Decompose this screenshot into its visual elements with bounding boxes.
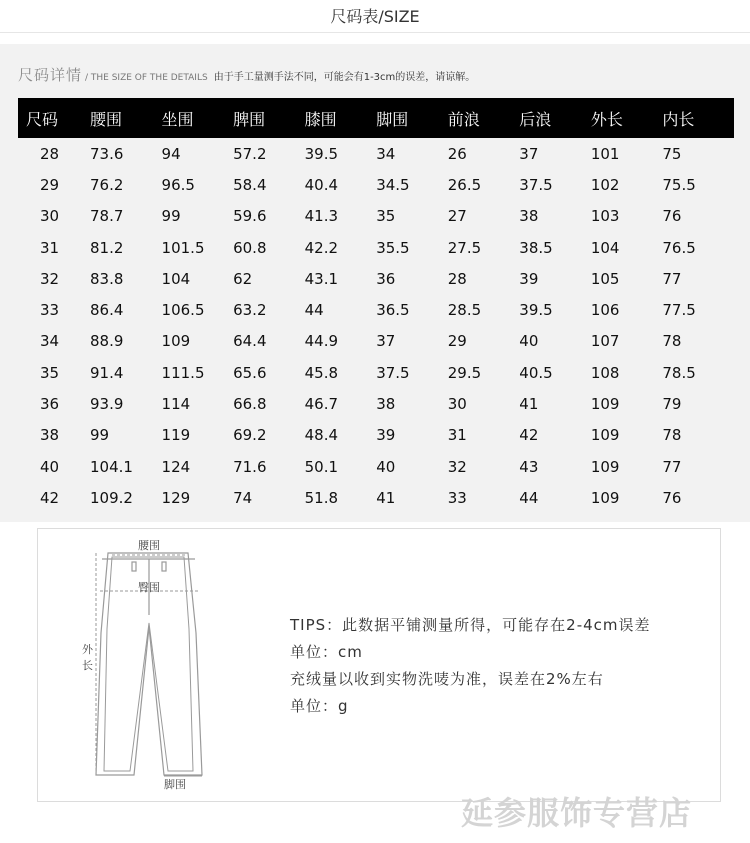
column-header: 膝围 [305, 98, 377, 138]
column-header: 坐围 [162, 98, 234, 138]
table-cell: 34 [40, 332, 60, 351]
table-row [18, 326, 734, 357]
hem-label: 脚围 [164, 778, 186, 791]
table-row [18, 169, 734, 200]
table-cell: 78.7 [90, 207, 124, 226]
table-cell: 38 [376, 395, 396, 414]
table-cell: 76.2 [90, 175, 124, 194]
table-cell: 48.4 [304, 426, 339, 445]
table-cell: 75 [662, 144, 682, 163]
table-cell: 109 [590, 488, 620, 507]
table-cell: 76.5 [662, 238, 696, 257]
table-cell: 34 [376, 144, 396, 163]
table-cell: 35.5 [376, 238, 410, 257]
table-row [18, 138, 734, 169]
table-cell: 32 [447, 457, 467, 476]
table-cell: 40.4 [304, 175, 339, 194]
table-row [18, 420, 734, 451]
table-cell: 31 [447, 426, 467, 445]
table-body [18, 138, 734, 514]
column-header: 脾围 [233, 98, 305, 138]
table-cell: 96.5 [161, 175, 195, 194]
table-cell: 76 [662, 207, 682, 226]
table-cell: 119 [161, 426, 191, 445]
details-heading [18, 64, 475, 85]
table-cell: 35 [376, 207, 396, 226]
table-cell: 39.5 [519, 301, 553, 320]
table-cell: 30 [447, 395, 467, 414]
column-header: 脚围 [376, 98, 448, 138]
table-cell: 109.2 [90, 488, 133, 507]
table-cell: 79 [662, 395, 682, 414]
table-cell: 99 [161, 207, 181, 226]
table-cell: 103 [590, 207, 620, 226]
table-cell: 91.4 [90, 363, 124, 382]
table-cell: 63.2 [233, 301, 267, 320]
table-cell: 78.5 [662, 363, 696, 382]
table-cell: 71.6 [233, 457, 267, 476]
table-cell: 109 [590, 395, 620, 414]
table-cell: 69.2 [233, 426, 267, 445]
table-cell: 27 [447, 207, 467, 226]
table-cell: 83.8 [90, 269, 124, 288]
table-cell: 108 [590, 363, 620, 382]
tips-unit-cm: 单位：cm [290, 643, 363, 661]
table-cell: 36.5 [376, 301, 410, 320]
waist-label: 腰围 [138, 539, 160, 552]
table-cell: 32 [40, 269, 60, 288]
table-cell: 76 [662, 488, 682, 507]
outseam-label-1: 外 [82, 643, 93, 656]
column-header: 后浪 [519, 98, 591, 138]
table-row [18, 451, 734, 482]
table-cell: 41.3 [304, 207, 339, 226]
table-cell: 39 [519, 269, 539, 288]
table-cell: 39.5 [304, 144, 339, 163]
table-cell: 86.4 [90, 301, 124, 320]
table-cell: 77 [662, 457, 682, 476]
table-row [18, 482, 734, 513]
table-cell: 101 [590, 144, 620, 163]
details-heading-en: / THE SIZE OF THE DETAILS [85, 73, 208, 83]
table-row [18, 294, 734, 325]
table-cell: 40 [519, 332, 539, 351]
table-cell: 66.8 [233, 395, 267, 414]
table-cell: 42 [40, 488, 60, 507]
table-cell: 62 [233, 269, 253, 288]
column-header: 腰围 [90, 98, 162, 138]
table-cell: 44.9 [304, 332, 339, 351]
size-table [18, 98, 734, 514]
table-cell: 40 [40, 457, 60, 476]
outseam-label-2: 长 [82, 659, 93, 672]
table-row [18, 388, 734, 419]
table-cell: 65.6 [233, 363, 267, 382]
table-cell: 78 [662, 426, 682, 445]
table-cell: 75.5 [662, 175, 696, 194]
table-row [18, 357, 734, 388]
table-cell: 73.6 [90, 144, 124, 163]
table-row [18, 201, 734, 232]
table-cell: 41 [519, 395, 539, 414]
table-cell: 43 [519, 457, 539, 476]
column-header: 内长 [662, 98, 734, 138]
table-cell: 124 [161, 457, 191, 476]
table-cell: 104 [161, 269, 191, 288]
table-cell: 64.4 [233, 332, 267, 351]
table-cell: 109 [161, 332, 191, 351]
table-cell: 37 [376, 332, 396, 351]
table-cell: 40.5 [519, 363, 553, 382]
table-cell: 35 [40, 363, 60, 382]
table-cell: 28.5 [447, 301, 482, 320]
table-cell: 102 [590, 175, 620, 194]
table-cell: 109 [590, 457, 620, 476]
table-cell: 28 [447, 269, 467, 288]
table-cell: 38 [40, 426, 60, 445]
table-cell: 38 [519, 207, 539, 226]
table-cell: 107 [590, 332, 620, 351]
table-cell: 37.5 [376, 363, 410, 382]
page-title: 尺码表/SIZE [330, 7, 420, 26]
table-cell: 58.4 [233, 175, 267, 194]
table-cell: 36 [376, 269, 396, 288]
table-cell: 57.2 [233, 144, 267, 163]
table-header-row [18, 98, 734, 138]
table-cell: 106.5 [161, 301, 205, 320]
table-cell: 99 [90, 426, 110, 445]
table-cell: 104.1 [90, 457, 133, 476]
table-cell: 44 [519, 488, 539, 507]
table-cell: 29 [447, 332, 467, 351]
column-header: 外长 [591, 98, 663, 138]
table-cell: 39 [376, 426, 396, 445]
table-cell: 111.5 [161, 363, 205, 382]
table-cell: 26.5 [447, 175, 482, 194]
table-cell: 37.5 [519, 175, 553, 194]
table-cell: 28 [40, 144, 60, 163]
table-cell: 78 [662, 332, 682, 351]
table-cell: 51.8 [304, 488, 339, 507]
column-header: 尺码 [18, 98, 90, 138]
table-cell: 101.5 [161, 238, 205, 257]
table-cell: 43.1 [304, 269, 339, 288]
column-header: 前浪 [448, 98, 520, 138]
table-cell: 104 [590, 238, 620, 257]
table-cell: 40 [376, 457, 396, 476]
table-cell: 114 [161, 395, 191, 414]
table-cell: 106 [590, 301, 620, 320]
tips-line: 充绒量以收到实物洗唛为准，误差在2%左右 [290, 670, 604, 688]
table-cell: 105 [590, 269, 620, 288]
tips-line: TIPS：此数据平铺测量所得，可能存在2-4cm误差 [290, 616, 651, 634]
table-cell: 88.9 [90, 332, 124, 351]
table-cell: 26 [447, 144, 467, 163]
divider [0, 32, 750, 33]
table-cell: 77.5 [662, 301, 696, 320]
table-cell: 30 [40, 207, 60, 226]
table-cell: 93.9 [90, 395, 124, 414]
table-cell: 34.5 [376, 175, 410, 194]
table-cell: 109 [590, 426, 620, 445]
size-details-panel [0, 44, 750, 522]
store-watermark: 延参服饰专营店 [461, 794, 693, 832]
table-cell: 74 [233, 488, 253, 507]
measurement-note: 由于手工量测手法不同，可能会有1-3cm的误差，请谅解。 [213, 72, 476, 83]
table-cell: 41 [376, 488, 396, 507]
table-cell: 50.1 [304, 457, 339, 476]
table-cell: 81.2 [90, 238, 124, 257]
table-cell: 45.8 [304, 363, 339, 382]
table-cell: 33 [40, 301, 60, 320]
tips-unit-g: 单位：g [290, 697, 349, 715]
hip-label: 臀围 [138, 581, 160, 594]
table-cell: 77 [662, 269, 682, 288]
table-row [18, 263, 734, 294]
table-cell: 36 [40, 395, 60, 414]
table-cell: 42 [519, 426, 539, 445]
table-cell: 44 [304, 301, 324, 320]
table-cell: 29 [40, 175, 60, 194]
table-cell: 31 [40, 238, 60, 257]
table-cell: 60.8 [233, 238, 267, 257]
table-cell: 29.5 [447, 363, 482, 382]
table-row [18, 232, 734, 263]
table-cell: 59.6 [233, 207, 267, 226]
details-heading-zh: 尺码详情 [18, 66, 83, 84]
table-cell: 42.2 [304, 238, 339, 257]
table-cell: 37 [519, 144, 539, 163]
table-cell: 38.5 [519, 238, 553, 257]
table-cell: 33 [447, 488, 467, 507]
table-cell: 27.5 [447, 238, 482, 257]
table-cell: 46.7 [304, 395, 339, 414]
table-cell: 94 [161, 144, 181, 163]
table-cell: 129 [161, 488, 191, 507]
tips-block [290, 612, 651, 720]
